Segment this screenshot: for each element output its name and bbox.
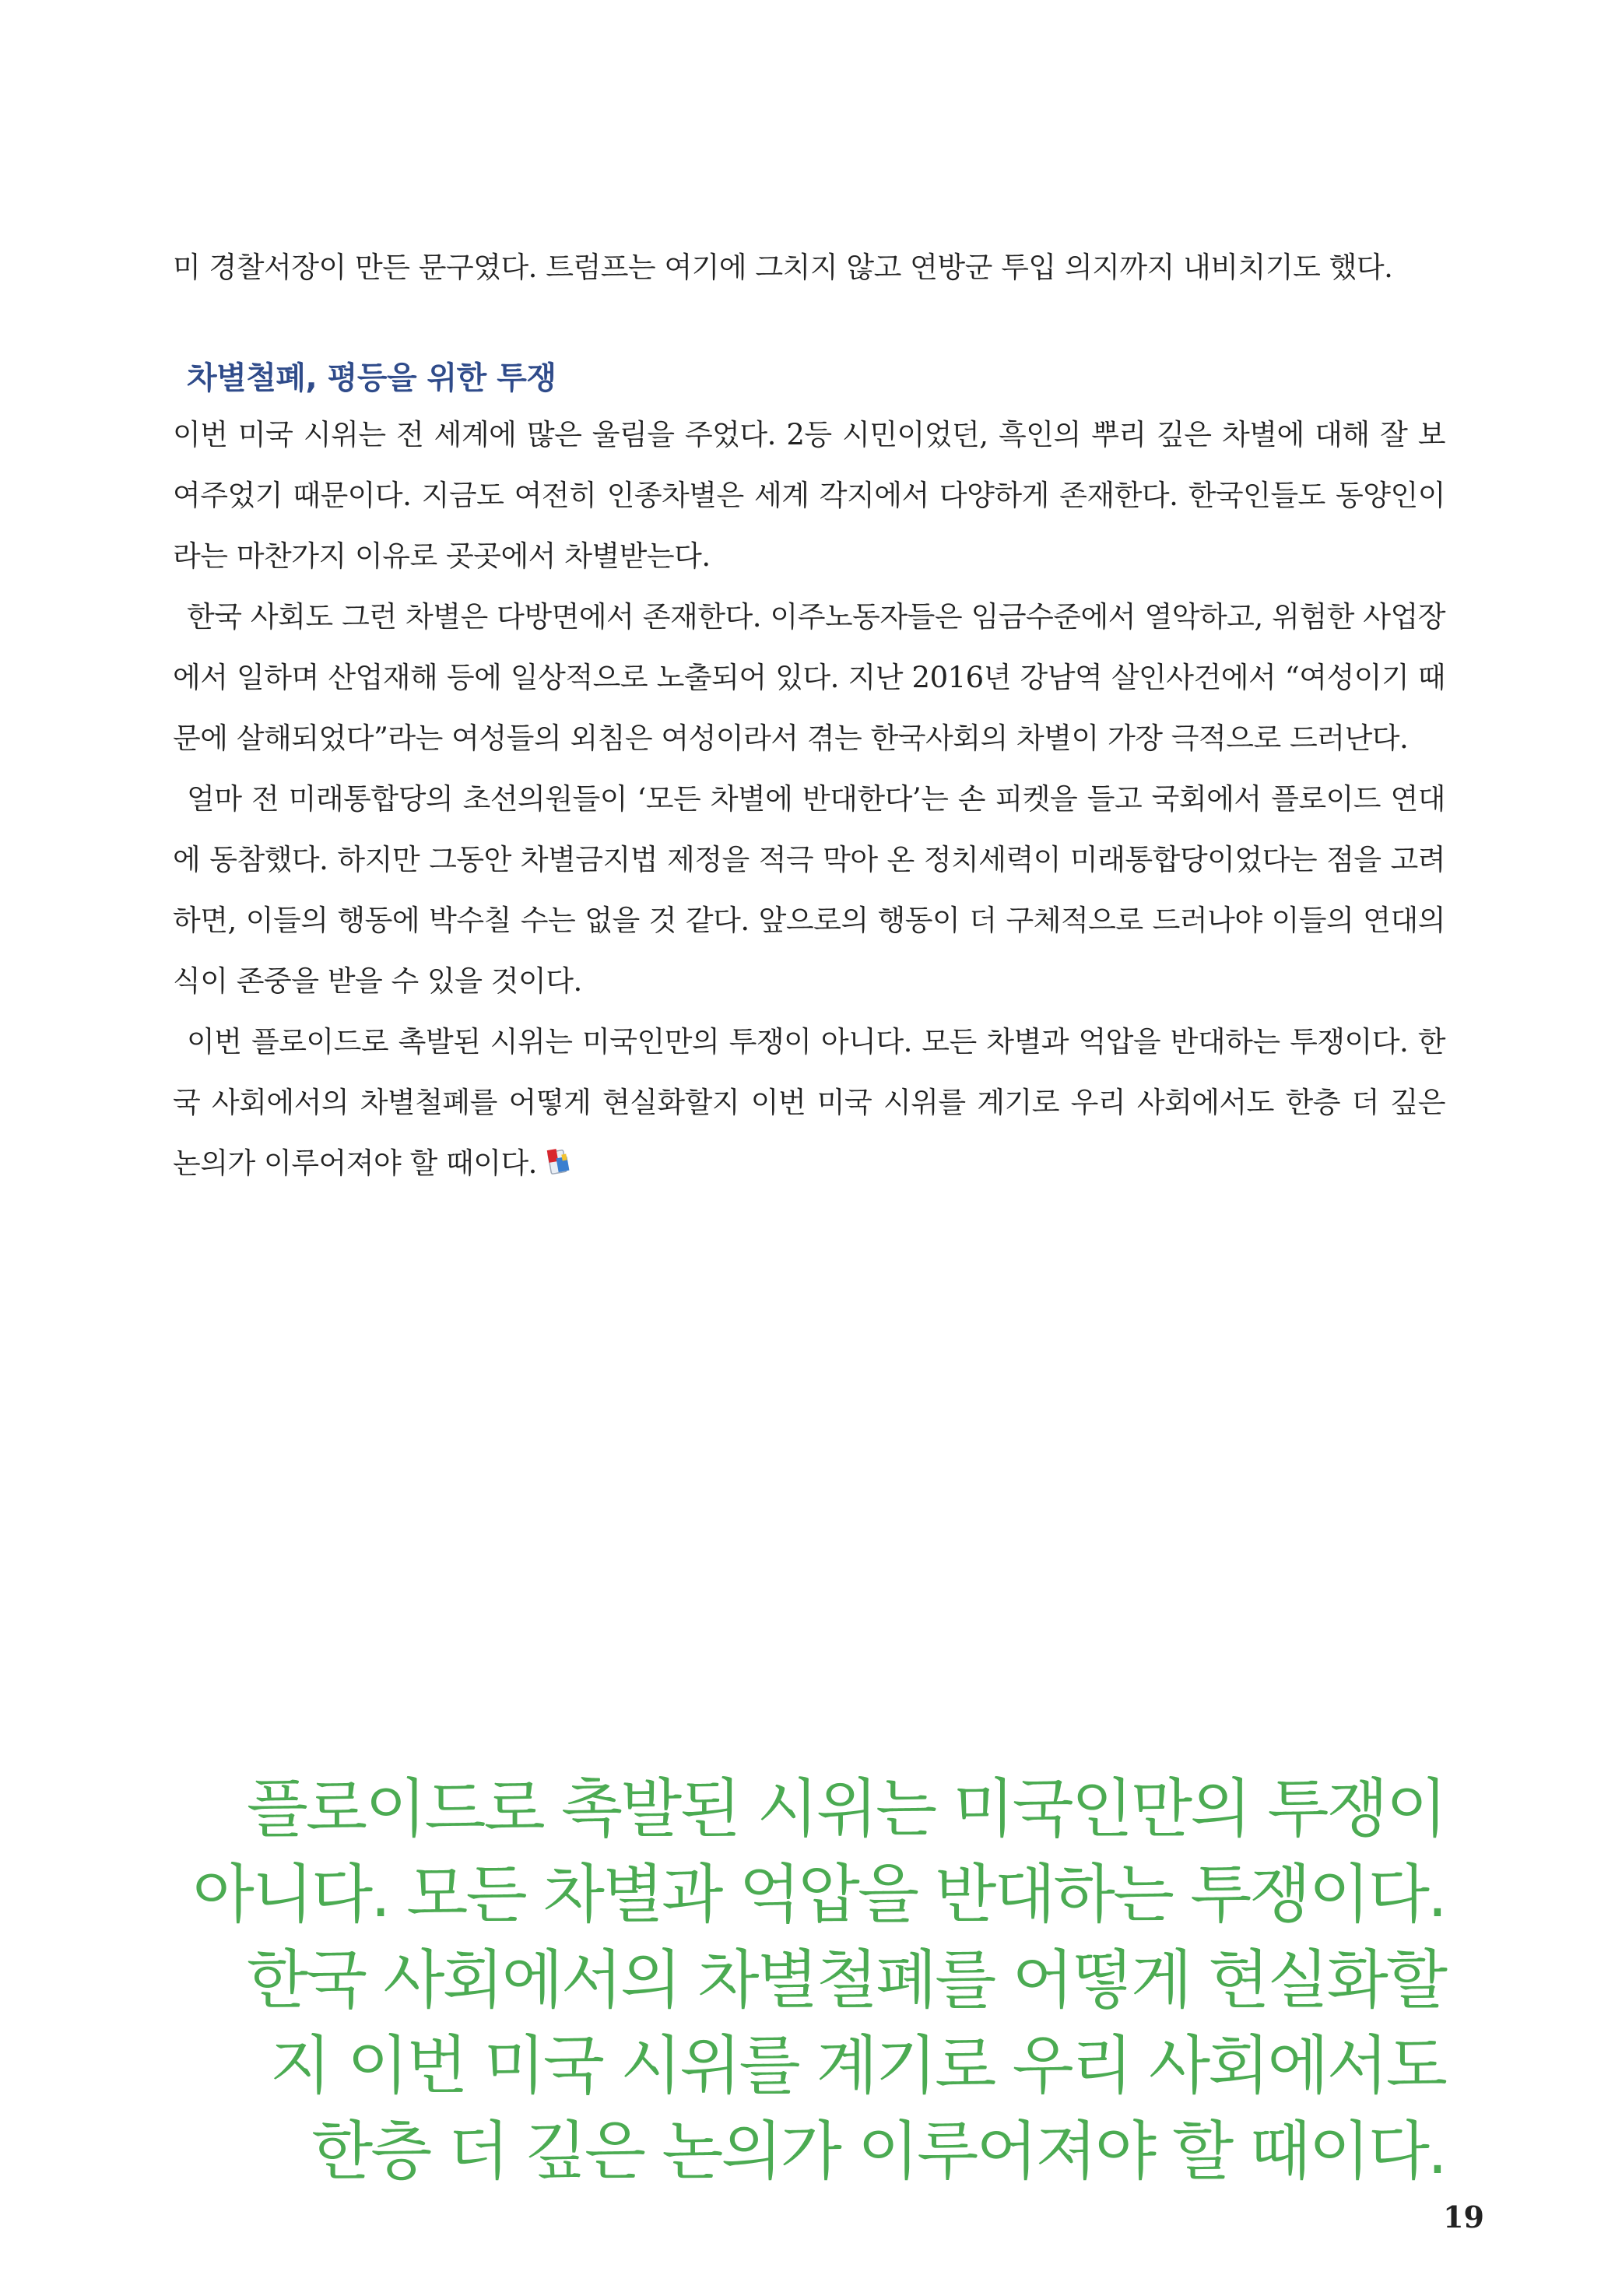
paragraph-2: 한국 사회도 그런 차별은 다방면에서 존재한다. 이주노동자들은 임금수준에서 열악하고, 위험한 사업장에서 일하며 산업재해 등에 일상적으로 노출되어 있다. 지난 2016년 강남역 살인사건에서 “여성이기 때문에 살해되었다”라는 여성들의 외침은 여성이라서 겪는 한국사회의 차별이 가장 극적으로 드러난다.	[173, 600, 1445, 755]
paragraph-4-text: 이번 플로이드로 촉발된 시위는 미국인만의 투쟁이 아니다. 모든 차별과 억압을 반대하는 투쟁이다. 한국 사회에서의 차별철폐를 어떻게 현실화할지 이번 미국 시위를 계기로 우리 사회에서도 한층 더 깊은 논의가 이루어져야 할 때이다.	[173, 1025, 1445, 1180]
pull-quote-line-3: 한국 사회에서의 차별철폐를 어떻게 현실화할	[246, 1943, 1445, 2017]
pull-quote-line-5: 한층 더 깊은 논의가 이루어져야 할 때이다.	[311, 2115, 1445, 2189]
paragraph-4	[173, 1012, 1445, 1194]
pull-quote-line-1: 플로이드로 촉발된 시위는 미국인만의 투쟁이	[246, 1772, 1445, 1846]
pull-quote	[122, 1767, 1445, 2195]
continued-text-line: 미 경찰서장이 만든 문구였다. 트럼프는 여기에 그치지 않고 연방군 투입 의지까지 내비치기도 했다.	[173, 251, 1393, 284]
magazine-end-mark-icon	[546, 1146, 573, 1178]
pull-quote-line-2: 아니다. 모든 차별과 억압을 반대하는 투쟁이다.	[192, 1858, 1445, 1932]
paragraph-3: 얼마 전 미래통합당의 초선의원들이 ‘모든 차별에 반대한다’는 손 피켓을 들고 국회에서 플로이드 연대에 동참했다. 하지만 그동안 차별금지법 제정을 적극 막아 온 정치세력이 미래통합당이었다는 점을 고려하면, 이들의 행동에 박수칠 수는 없을 것 같다. 앞으로의 행동이 더 구체적으로 드러나야 이들의 연대의식이 존중을 받을 수 있을 것이다.	[173, 782, 1445, 998]
article-body	[173, 405, 1445, 1194]
page-number: 19	[1443, 2199, 1484, 2235]
paragraph-1: 이번 미국 시위는 전 세계에 많은 울림을 주었다. 2등 시민이었던, 흑인의 뿌리 깊은 차별에 대해 잘 보여주었기 때문이다. 지금도 여전히 인종차별은 세계 각지에서 다양하게 존재한다. 한국인들도 동양인이라는 마찬가지 이유로 곳곳에서 차별받는다.	[173, 418, 1445, 573]
pull-quote-line-4: 지 이번 미국 시위를 계기로 우리 사회에서도	[269, 2029, 1445, 2103]
section-heading: 차별철폐, 평등을 위한 투쟁	[187, 360, 556, 396]
